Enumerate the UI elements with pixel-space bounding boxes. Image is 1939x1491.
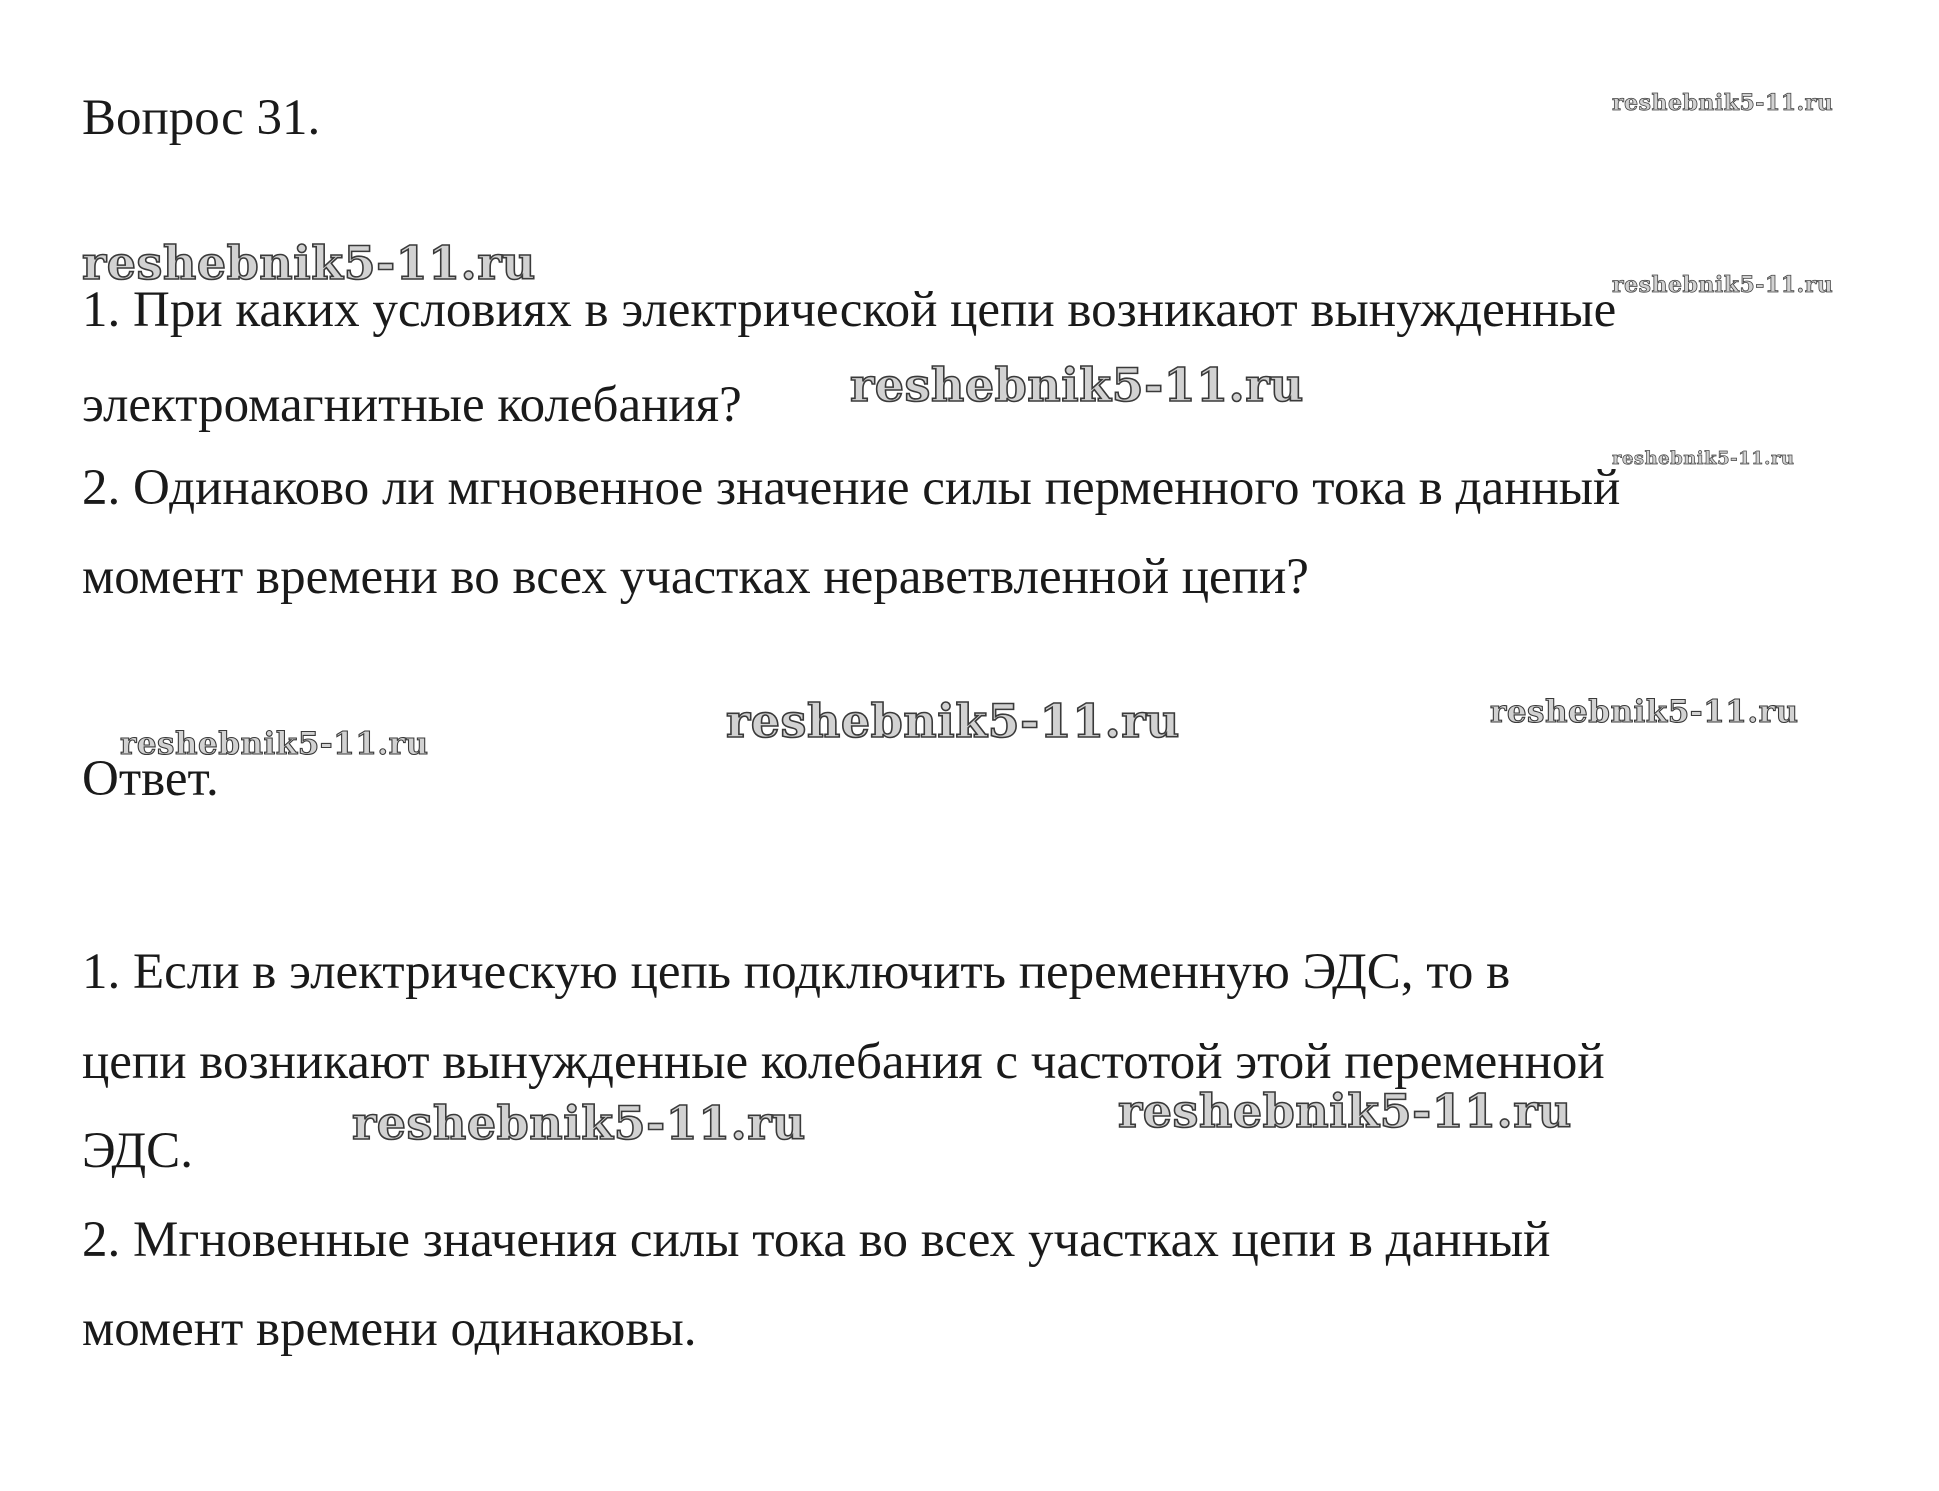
- watermark: reshebnik5-11.ru: [1612, 90, 1834, 116]
- answer-line-4: 2. Мгновенные значения силы тока во всех участках цепи в данный: [82, 1212, 1551, 1268]
- question-line-3: 2. Одинаково ли мгновенное значение силы перменного тока в данный: [82, 460, 1621, 516]
- watermark: reshebnik5-11.ru: [82, 236, 536, 290]
- answer-line-1: 1. Если в электрическую цепь подключить переменную ЭДС, то в: [82, 944, 1511, 1000]
- question-line-1: 1. При каких условиях в электрической цепи возникают вынужденные: [82, 282, 1617, 338]
- watermark: reshebnik5-11.ru: [1490, 694, 1799, 730]
- question-line-4: момент времени во всех участках нераветвленной цепи?: [82, 549, 1309, 605]
- watermark: reshebnik5-11.ru: [352, 1096, 806, 1150]
- question-heading: Вопрос 31.: [82, 90, 321, 146]
- answer-line-5: момент времени одинаковы.: [82, 1301, 697, 1357]
- answer-line-2: цепи возникают вынужденные колебания с частотой этой переменной: [82, 1034, 1605, 1090]
- watermark: reshebnik5-11.ru: [1612, 272, 1834, 298]
- question-line-2: электромагнитные колебания?: [82, 377, 742, 433]
- watermark: reshebnik5-11.ru: [120, 726, 429, 762]
- watermark: reshebnik5-11.ru: [726, 694, 1180, 748]
- watermark: reshebnik5-11.ru: [1118, 1084, 1572, 1138]
- answer-line-3: ЭДС.: [82, 1123, 193, 1179]
- watermark: reshebnik5-11.ru: [1612, 448, 1795, 469]
- watermark: reshebnik5-11.ru: [850, 358, 1304, 412]
- answer-heading: Ответ.: [82, 751, 219, 807]
